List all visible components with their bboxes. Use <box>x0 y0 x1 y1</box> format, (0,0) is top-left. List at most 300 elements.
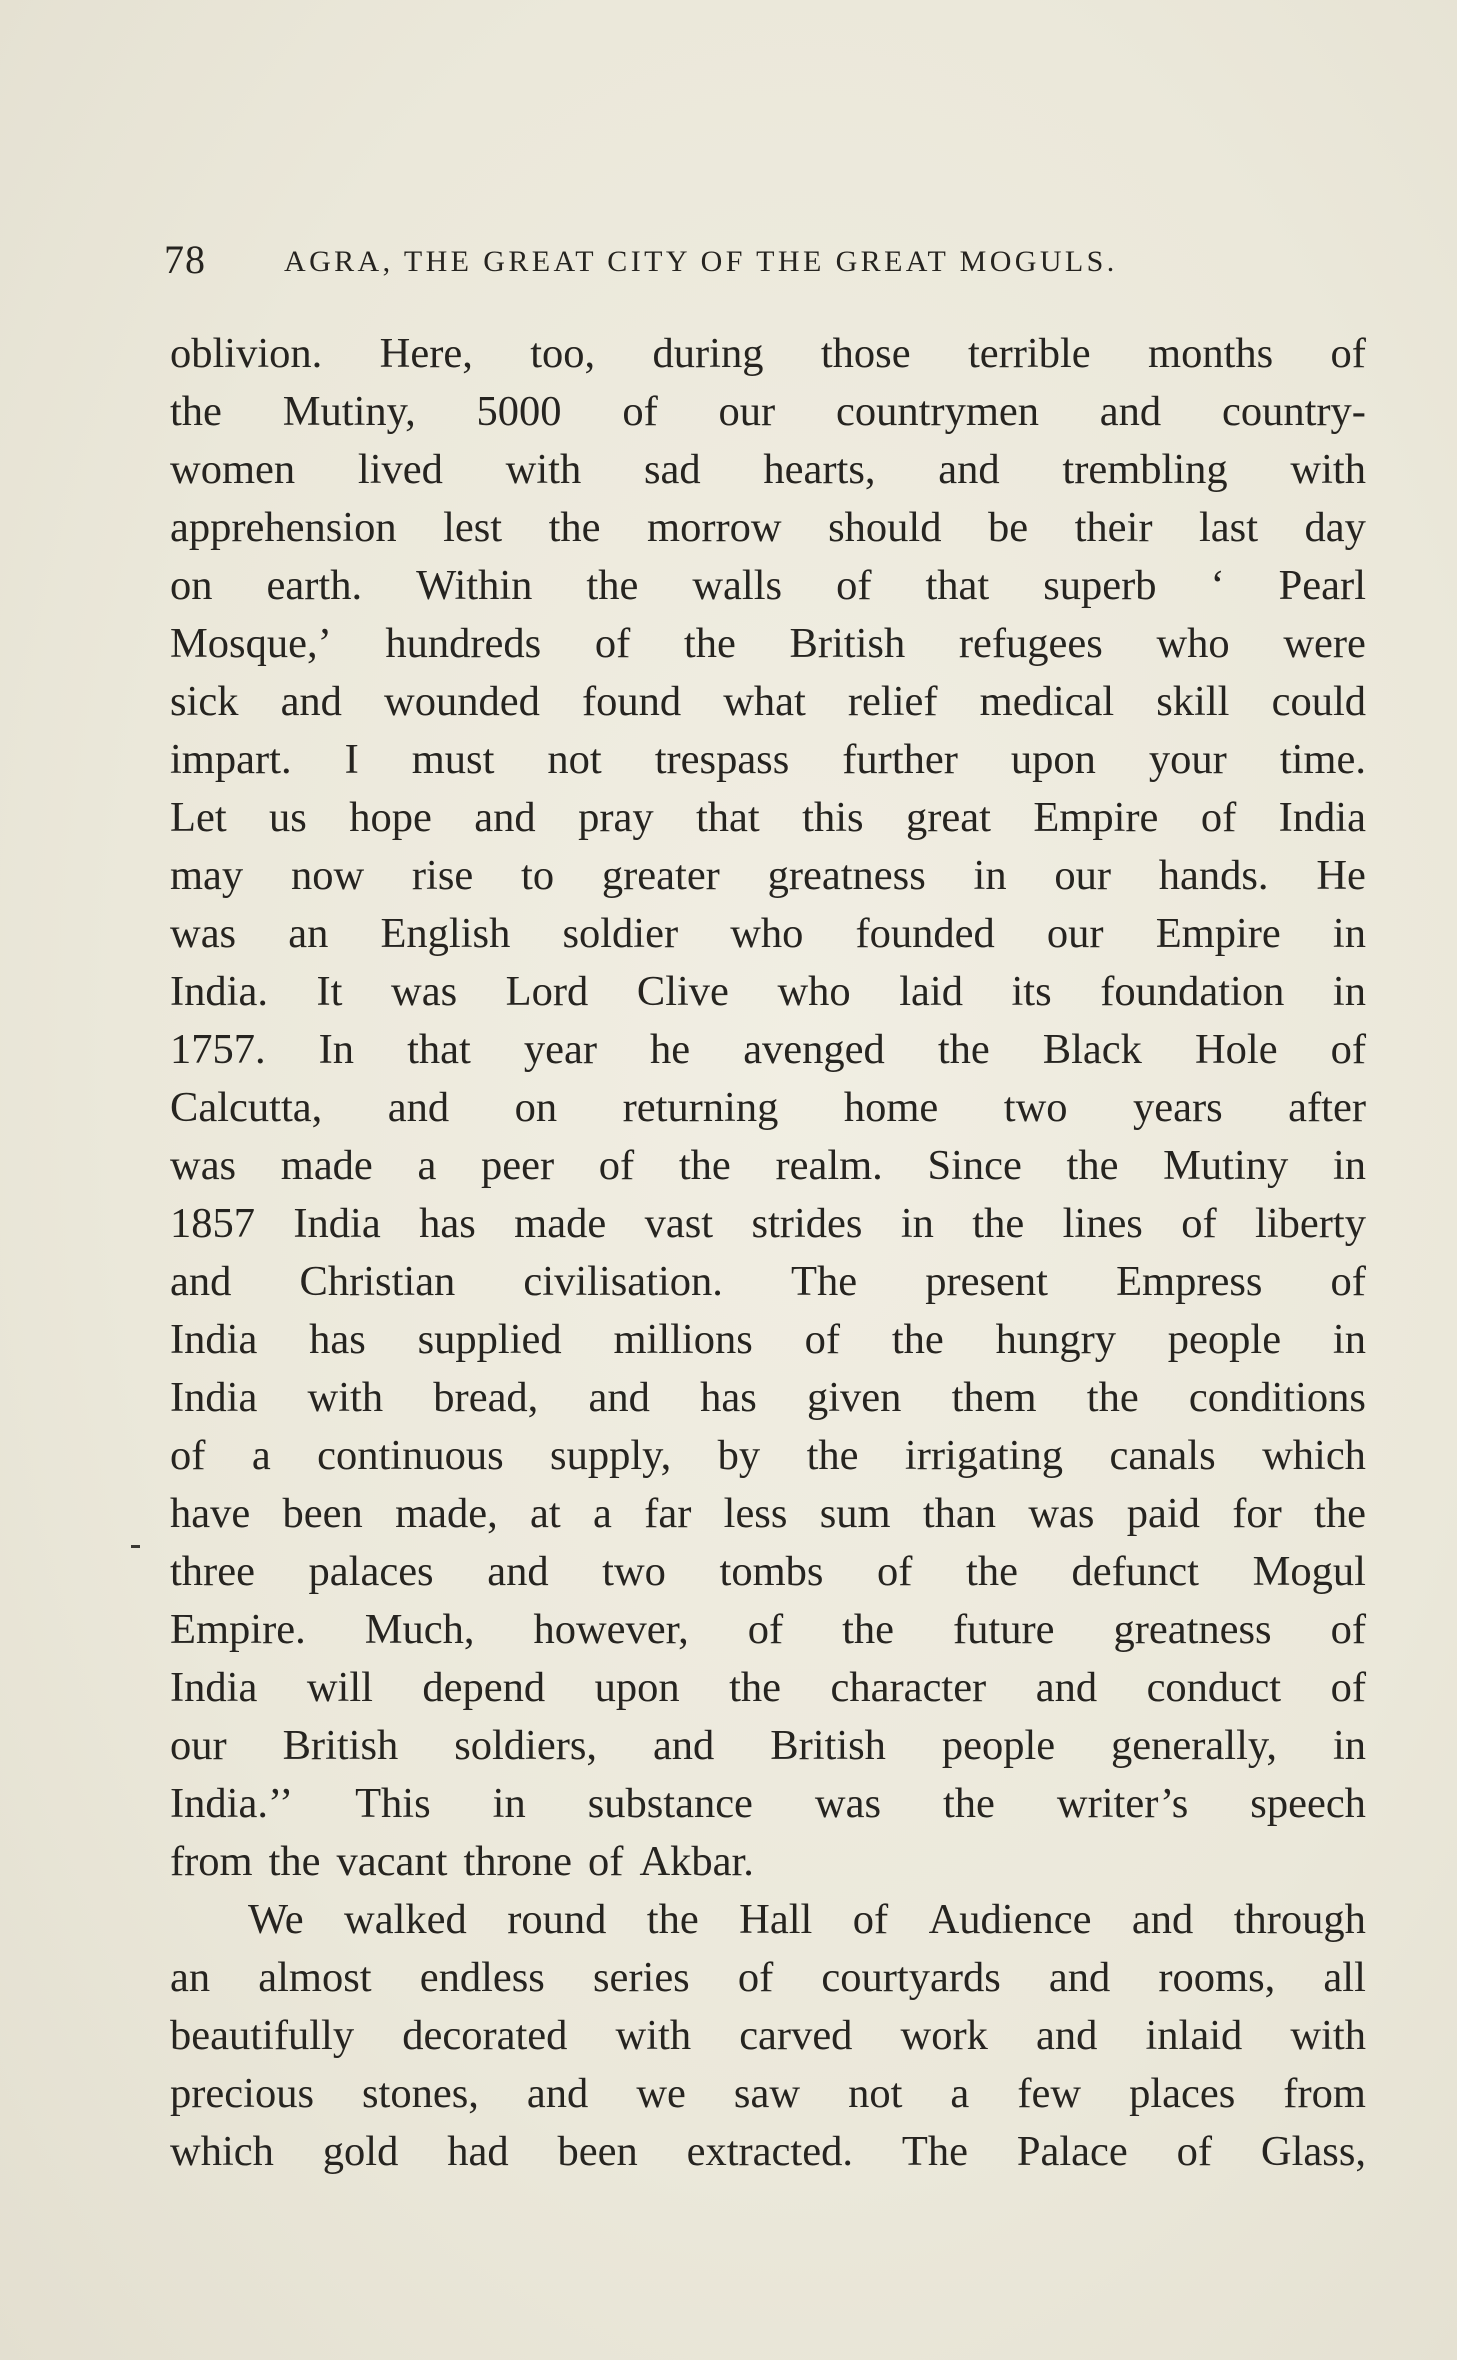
text-line <box>170 789 1366 847</box>
word: months <box>1148 330 1274 377</box>
word: was <box>170 910 237 957</box>
word: a <box>950 2070 970 2117</box>
body-text <box>170 325 1366 2181</box>
word: those <box>820 330 911 377</box>
word: he <box>650 1026 691 1073</box>
word: the <box>548 504 601 551</box>
word: our <box>1054 852 1111 899</box>
word: our <box>1046 910 1104 957</box>
word: country- <box>1221 388 1366 435</box>
word: walls <box>692 562 783 609</box>
text-line <box>170 1195 1366 1253</box>
text-line <box>170 1021 1366 1079</box>
word: Pearl <box>1278 562 1366 609</box>
word: with <box>1290 2012 1366 2059</box>
word: and <box>280 678 342 725</box>
word: hope <box>349 794 432 841</box>
word: a <box>417 1142 437 1189</box>
word: The <box>901 2128 968 2175</box>
word: the <box>170 388 222 435</box>
word: what <box>723 678 806 725</box>
word: been <box>557 2128 638 2175</box>
word: hearts, <box>763 446 876 493</box>
word: Akbar. <box>639 1838 754 1885</box>
word: from <box>170 1838 253 1885</box>
word: their <box>1074 504 1153 551</box>
word: of <box>170 1432 206 1479</box>
text-line <box>170 1253 1366 1311</box>
word: It <box>316 968 343 1015</box>
word: a <box>251 1432 271 1479</box>
text-line <box>170 2123 1366 2181</box>
word: depend <box>422 1664 546 1711</box>
text-line <box>170 1079 1366 1137</box>
word: two <box>1003 1084 1068 1131</box>
text-line <box>170 1717 1366 1775</box>
word: I <box>344 736 359 783</box>
word: He <box>1316 852 1366 899</box>
word: however, <box>533 1606 689 1653</box>
word: be <box>987 504 1029 551</box>
word: who <box>730 910 804 957</box>
word: of <box>588 1838 624 1885</box>
text-line <box>170 1659 1366 1717</box>
word: and <box>487 1548 549 1595</box>
word: Audience <box>928 1896 1092 1943</box>
word: with <box>1290 446 1366 493</box>
word: has <box>700 1374 757 1421</box>
word: civilisation. <box>523 1258 723 1305</box>
word: was <box>391 968 458 1015</box>
word: foundation <box>1100 968 1285 1015</box>
word: all <box>1323 1954 1366 2001</box>
word: trembling <box>1062 446 1228 493</box>
word: and <box>1036 2012 1098 2059</box>
word: This <box>355 1780 431 1827</box>
word: returning <box>622 1084 779 1131</box>
word: precious <box>170 2070 314 2117</box>
word: has <box>309 1316 366 1363</box>
text-line <box>170 1311 1366 1369</box>
word: year <box>523 1026 597 1073</box>
word: Mutiny <box>1163 1142 1289 1189</box>
word: hands. <box>1158 852 1269 899</box>
word: impart. <box>170 736 292 783</box>
word: an <box>288 910 329 957</box>
word: was <box>170 1142 237 1189</box>
text-line <box>170 1775 1366 1833</box>
word: Empress <box>1116 1258 1263 1305</box>
word: in <box>1332 1316 1366 1363</box>
word: from <box>1283 2070 1366 2117</box>
text-line <box>170 557 1366 615</box>
word: great <box>905 794 991 841</box>
word: pray <box>578 794 654 841</box>
word: and <box>938 446 1000 493</box>
word: trespass <box>654 736 790 783</box>
word: will <box>306 1664 373 1711</box>
word: and <box>474 794 536 841</box>
word: with <box>615 2012 692 2059</box>
word: writer’s <box>1056 1780 1189 1827</box>
word: and <box>526 2070 589 2117</box>
word: India <box>170 1316 258 1363</box>
text-line <box>170 673 1366 731</box>
word: and <box>1131 1896 1194 1943</box>
word: apprehension <box>170 504 397 551</box>
word: India <box>293 1200 381 1247</box>
text-line <box>170 1427 1366 1485</box>
word: been <box>282 1490 363 1537</box>
word: Palace <box>1016 2128 1128 2175</box>
word: gold <box>322 2128 399 2175</box>
word: places <box>1129 2070 1236 2117</box>
word: Calcutta, <box>170 1084 323 1131</box>
word: in <box>1332 1722 1366 1769</box>
text-line <box>170 1891 1366 1949</box>
word: women <box>170 446 296 493</box>
word: of <box>622 388 658 435</box>
word: lest <box>443 504 503 551</box>
word: has <box>419 1200 476 1247</box>
word: us <box>269 794 307 841</box>
word: of <box>1176 2128 1213 2175</box>
word: sum <box>819 1490 891 1537</box>
word: may <box>170 852 244 899</box>
word: the <box>678 1142 731 1189</box>
word: almost <box>258 1954 372 2001</box>
word: millions <box>613 1316 753 1363</box>
word: of <box>737 1954 774 2001</box>
word: an <box>170 1954 211 2001</box>
word: series <box>592 1954 690 2001</box>
word: British <box>770 1722 886 1769</box>
word: last <box>1198 504 1259 551</box>
word: years <box>1133 1084 1223 1131</box>
word: was <box>1028 1490 1095 1537</box>
word: character <box>830 1664 987 1711</box>
word: a <box>593 1490 612 1537</box>
word: work <box>900 2012 988 2059</box>
text-line <box>170 1137 1366 1195</box>
word: our <box>718 388 776 435</box>
word: two <box>602 1548 666 1595</box>
word: made, <box>395 1490 498 1537</box>
word: have <box>170 1490 251 1537</box>
word: of <box>877 1548 913 1595</box>
word: ‘ <box>1210 562 1225 609</box>
word: found <box>581 678 682 725</box>
word: of <box>804 1316 841 1363</box>
word: skill <box>1156 678 1230 725</box>
word: soldiers, <box>454 1722 598 1769</box>
word: of <box>1330 330 1366 377</box>
word: for <box>1232 1490 1282 1537</box>
word: on <box>170 562 213 609</box>
word: soldier <box>562 910 679 957</box>
word: British <box>789 620 906 667</box>
word: that <box>925 562 990 609</box>
word: avenged <box>743 1026 885 1073</box>
word: carved <box>739 2012 853 2059</box>
word: supply, <box>550 1432 672 1479</box>
word: and <box>1048 1954 1111 2001</box>
word: through <box>1233 1896 1366 1943</box>
word: and <box>1035 1664 1098 1711</box>
word: not <box>848 2070 903 2117</box>
word: the <box>586 562 639 609</box>
word: the <box>683 620 736 667</box>
word: we <box>636 2070 686 2117</box>
word: Much, <box>364 1606 475 1653</box>
word: Within <box>416 562 533 609</box>
word: courtyards <box>821 1954 1001 2001</box>
word: Since <box>927 1142 1022 1189</box>
margin-mark <box>131 1545 140 1548</box>
word: of <box>1330 1606 1366 1653</box>
word: on <box>514 1084 558 1131</box>
word: which <box>1262 1432 1366 1479</box>
word: walked <box>344 1896 467 1943</box>
word: present <box>925 1258 1048 1305</box>
word: with <box>505 446 582 493</box>
word: vast <box>644 1200 714 1247</box>
word: India <box>170 1664 258 1711</box>
word: liberty <box>1255 1200 1366 1247</box>
word: of <box>1200 794 1237 841</box>
word: bread, <box>433 1374 539 1421</box>
word: hundreds <box>385 620 542 667</box>
word: superb <box>1043 562 1157 609</box>
word: relief <box>847 678 938 725</box>
word: strides <box>751 1200 863 1247</box>
word: wounded <box>384 678 540 725</box>
word: Black <box>1042 1026 1142 1073</box>
word: and <box>652 1722 715 1769</box>
word: greatness <box>767 852 926 899</box>
text-line <box>170 905 1366 963</box>
word: continuous <box>317 1432 504 1479</box>
word: and <box>1099 388 1162 435</box>
word: in <box>1332 1142 1366 1189</box>
word: and <box>588 1374 650 1421</box>
word: in <box>1332 968 1366 1015</box>
text-line <box>170 1833 1366 1891</box>
word: Empire <box>1033 794 1159 841</box>
word: of <box>1330 1664 1366 1711</box>
word: defunct <box>1071 1548 1199 1595</box>
word: less <box>723 1490 788 1537</box>
word: English <box>380 910 511 957</box>
word: substance <box>587 1780 753 1827</box>
word: not <box>547 736 602 783</box>
word: decorated <box>402 2012 568 2059</box>
text-line <box>170 1369 1366 1427</box>
word: saw <box>733 2070 801 2117</box>
word: greatness <box>1113 1606 1272 1653</box>
word: the <box>729 1664 782 1711</box>
text-line <box>170 441 1366 499</box>
word: inlaid <box>1145 2012 1243 2059</box>
word: and <box>170 1258 232 1305</box>
word: paid <box>1126 1490 1200 1537</box>
running-head <box>164 232 1354 292</box>
text-line <box>170 1543 1366 1601</box>
word: of <box>594 620 631 667</box>
word: extracted. <box>686 2128 853 2175</box>
word: palaces <box>308 1548 434 1595</box>
word: three <box>170 1548 255 1595</box>
word: sad <box>643 446 701 493</box>
word: Clive <box>636 968 729 1015</box>
word: after <box>1288 1084 1366 1131</box>
word: in <box>973 852 1007 899</box>
word: than <box>922 1490 997 1537</box>
text-line <box>170 1601 1366 1659</box>
word: its <box>1011 968 1052 1015</box>
word: the <box>943 1780 995 1827</box>
word: rise <box>411 852 474 899</box>
word: people <box>941 1722 1056 1769</box>
word: that <box>696 794 760 841</box>
word: during <box>652 330 764 377</box>
word: should <box>828 504 942 551</box>
word: India. <box>170 968 268 1015</box>
word: further <box>842 736 958 783</box>
word: India <box>1278 794 1366 841</box>
text-line <box>170 731 1366 789</box>
word: conditions <box>1188 1374 1366 1421</box>
word: too, <box>530 330 596 377</box>
word: of <box>836 562 872 609</box>
word: the <box>268 1838 321 1885</box>
word: of <box>747 1606 784 1653</box>
text-line <box>170 2007 1366 2065</box>
word: throne <box>463 1838 573 1885</box>
word: the <box>1314 1490 1366 1537</box>
word: by <box>717 1432 761 1479</box>
word: in <box>492 1780 526 1827</box>
word: peer <box>481 1142 555 1189</box>
word: who <box>777 968 851 1015</box>
word: lines <box>1062 1200 1143 1247</box>
word: day <box>1304 504 1366 551</box>
word: of <box>1330 1258 1366 1305</box>
text-line <box>170 963 1366 1021</box>
word: and <box>387 1084 450 1131</box>
word: were <box>1283 620 1366 667</box>
word: to <box>521 852 555 899</box>
word: the <box>972 1200 1025 1247</box>
word: founded <box>855 910 995 957</box>
word: in <box>1332 910 1366 957</box>
word: stones, <box>362 2070 479 2117</box>
word: upon <box>1010 736 1096 783</box>
word: The <box>791 1258 858 1305</box>
word: In <box>318 1026 355 1073</box>
word: laid <box>899 968 963 1015</box>
word: the <box>937 1026 990 1073</box>
word: the <box>966 1548 1018 1595</box>
word: the <box>646 1896 699 1943</box>
word: given <box>806 1374 902 1421</box>
word: the <box>1086 1374 1139 1421</box>
word: the <box>842 1606 895 1653</box>
word: of <box>1330 1026 1366 1073</box>
word: hungry <box>995 1316 1116 1363</box>
word: at <box>530 1490 561 1537</box>
word: Hall <box>739 1896 813 1943</box>
word: time. <box>1279 736 1366 783</box>
word: must <box>411 736 495 783</box>
word: rooms, <box>1158 1954 1276 2001</box>
text-line <box>170 2065 1366 2123</box>
running-title: AGRA, THE GREAT CITY OF THE GREAT MOGULS. <box>284 245 1118 278</box>
word: refugees <box>958 620 1103 667</box>
word: far <box>644 1490 692 1537</box>
text-line <box>170 847 1366 905</box>
text-line <box>170 383 1366 441</box>
word: terrible <box>967 330 1091 377</box>
word: in <box>900 1200 934 1247</box>
word: tombs <box>719 1548 824 1595</box>
text-line <box>170 1485 1366 1543</box>
text-line <box>170 325 1366 383</box>
word: them <box>951 1374 1037 1421</box>
word: had <box>447 2128 509 2175</box>
word: which <box>170 2128 274 2175</box>
page-number: 78 <box>164 237 206 282</box>
word: We <box>248 1896 304 1943</box>
word: oblivion. <box>170 330 323 377</box>
word: greater <box>601 852 720 899</box>
word: morrow <box>647 504 782 551</box>
word: who <box>1156 620 1230 667</box>
word: Mosque,’ <box>170 620 332 667</box>
word: Empire. <box>170 1606 306 1653</box>
word: Mogul <box>1252 1548 1366 1595</box>
text-line <box>170 615 1366 673</box>
word: could <box>1271 678 1366 725</box>
word: speech <box>1250 1780 1366 1827</box>
word: people <box>1167 1316 1282 1363</box>
word: made <box>280 1142 373 1189</box>
word: Let <box>170 794 227 841</box>
word: conduct <box>1146 1664 1282 1711</box>
word: of <box>1181 1200 1217 1247</box>
word: Christian <box>299 1258 456 1305</box>
word: lived <box>357 446 443 493</box>
word: medical <box>979 678 1115 725</box>
word: of <box>852 1896 889 1943</box>
word: home <box>843 1084 939 1131</box>
word: generally, <box>1111 1722 1278 1769</box>
word: beautifully <box>170 2012 355 2059</box>
word: Empire <box>1155 910 1281 957</box>
text-line <box>170 1949 1366 2007</box>
word: Mutiny, <box>282 388 416 435</box>
word: this <box>802 794 864 841</box>
word: 5000 <box>476 388 562 435</box>
word: India <box>170 1374 258 1421</box>
word: vacant <box>336 1838 448 1885</box>
word: upon <box>594 1664 680 1711</box>
word: realm. <box>775 1142 883 1189</box>
word: Lord <box>505 968 589 1015</box>
word: our <box>170 1722 227 1769</box>
word: Hole <box>1194 1026 1278 1073</box>
word: round <box>507 1896 607 1943</box>
